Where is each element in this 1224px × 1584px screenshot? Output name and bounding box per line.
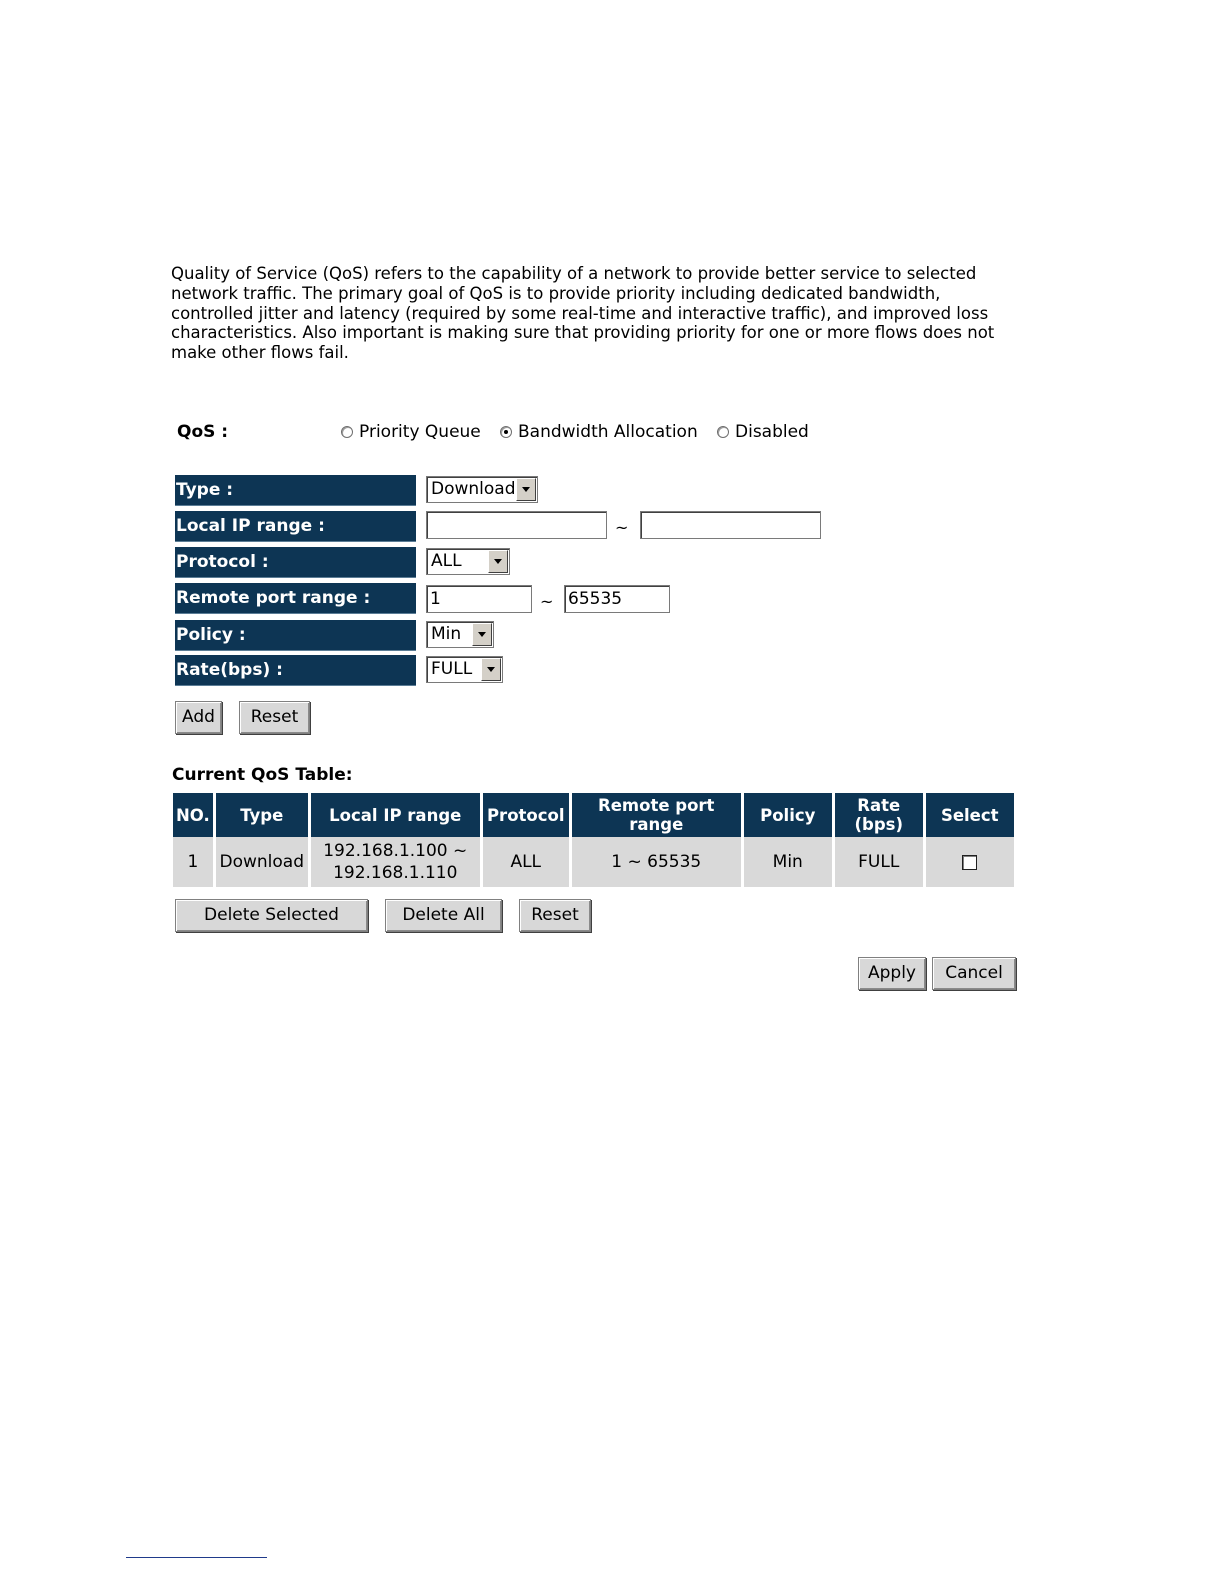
table-reset-button[interactable]: Reset	[519, 899, 591, 932]
range-separator: ~	[615, 518, 629, 537]
cell-no: 1	[173, 837, 213, 887]
radio-disabled-label: Disabled	[735, 422, 809, 442]
qos-description: Quality of Service (QoS) refers to the capability of a network to provide better service to selected network traffic. The primary goal of QoS is to provide priority including dedicated bandwidth, controlled jitter and latency (required by some real-time and interactive traffic), and improved loss characteristics. Also important is making sure that providing priority for one or more flows does not make other flows fail.	[171, 264, 995, 363]
header-rate: Rate (bps)	[835, 793, 923, 837]
radio-icon[interactable]	[717, 426, 729, 438]
rate-select-value: FULL	[431, 659, 473, 679]
qos-mode-label: QoS :	[177, 422, 229, 442]
table-header-row	[173, 793, 1014, 837]
remote-port-range-label: Remote port range :	[175, 583, 416, 614]
type-label: Type :	[175, 475, 416, 506]
policy-select[interactable]	[426, 621, 494, 648]
rate-select[interactable]	[426, 656, 503, 683]
radio-bandwidth-allocation[interactable]	[500, 422, 698, 442]
cell-type: Download	[216, 837, 308, 887]
apply-button[interactable]: Apply	[858, 957, 926, 990]
header-local-ip-range: Local IP range	[311, 793, 480, 837]
header-policy: Policy	[744, 793, 832, 837]
footer-divider	[126, 1557, 267, 1558]
delete-selected-button[interactable]: Delete Selected	[175, 899, 368, 932]
type-select[interactable]	[426, 476, 538, 503]
remote-port-from-input[interactable]: 1	[426, 585, 532, 613]
radio-priority-queue[interactable]	[341, 422, 481, 442]
cell-rate: FULL	[835, 837, 923, 887]
header-no: NO.	[173, 793, 213, 837]
protocol-label: Protocol :	[175, 547, 416, 578]
qos-table	[170, 793, 1017, 887]
radio-bandwidth-allocation-label: Bandwidth Allocation	[518, 422, 698, 442]
table-row	[173, 837, 1014, 887]
dropdown-arrow-icon[interactable]	[488, 550, 508, 573]
remote-port-to-input[interactable]: 65535	[564, 585, 670, 613]
header-protocol: Protocol	[483, 793, 569, 837]
radio-icon[interactable]	[341, 426, 353, 438]
form-reset-button[interactable]: Reset	[239, 701, 310, 734]
local-ip-from-input[interactable]	[426, 511, 607, 539]
range-separator: ~	[540, 592, 554, 611]
header-select: Select	[926, 793, 1014, 837]
radio-priority-queue-label: Priority Queue	[359, 422, 481, 442]
header-remote-port-range: Remote port range	[572, 793, 741, 837]
add-button[interactable]: Add	[175, 701, 222, 734]
cell-policy: Min	[744, 837, 832, 887]
policy-select-value: Min	[431, 624, 462, 644]
qos-table-title: Current QoS Table:	[172, 765, 353, 785]
cancel-button[interactable]: Cancel	[932, 957, 1016, 990]
header-type: Type	[216, 793, 308, 837]
local-ip-range-label: Local IP range :	[175, 511, 416, 542]
dropdown-arrow-icon[interactable]	[516, 478, 536, 501]
rate-label: Rate(bps) :	[175, 655, 416, 686]
dropdown-arrow-icon[interactable]	[481, 658, 501, 681]
cell-local-ip-range: 192.168.1.100 ~ 192.168.1.110	[311, 837, 480, 887]
cell-protocol: ALL	[483, 837, 569, 887]
radio-disabled[interactable]	[717, 422, 809, 442]
radio-checked-icon[interactable]	[500, 426, 512, 438]
delete-all-button[interactable]: Delete All	[385, 899, 502, 932]
dropdown-arrow-icon[interactable]	[472, 623, 492, 646]
type-select-value: Download	[431, 479, 516, 499]
row-select-checkbox[interactable]	[962, 855, 977, 870]
protocol-select[interactable]	[426, 548, 510, 575]
cell-select	[926, 837, 1014, 887]
protocol-select-value: ALL	[431, 551, 462, 571]
policy-label: Policy :	[175, 620, 416, 651]
cell-remote-port-range: 1 ~ 65535	[572, 837, 741, 887]
local-ip-to-input[interactable]	[640, 511, 821, 539]
